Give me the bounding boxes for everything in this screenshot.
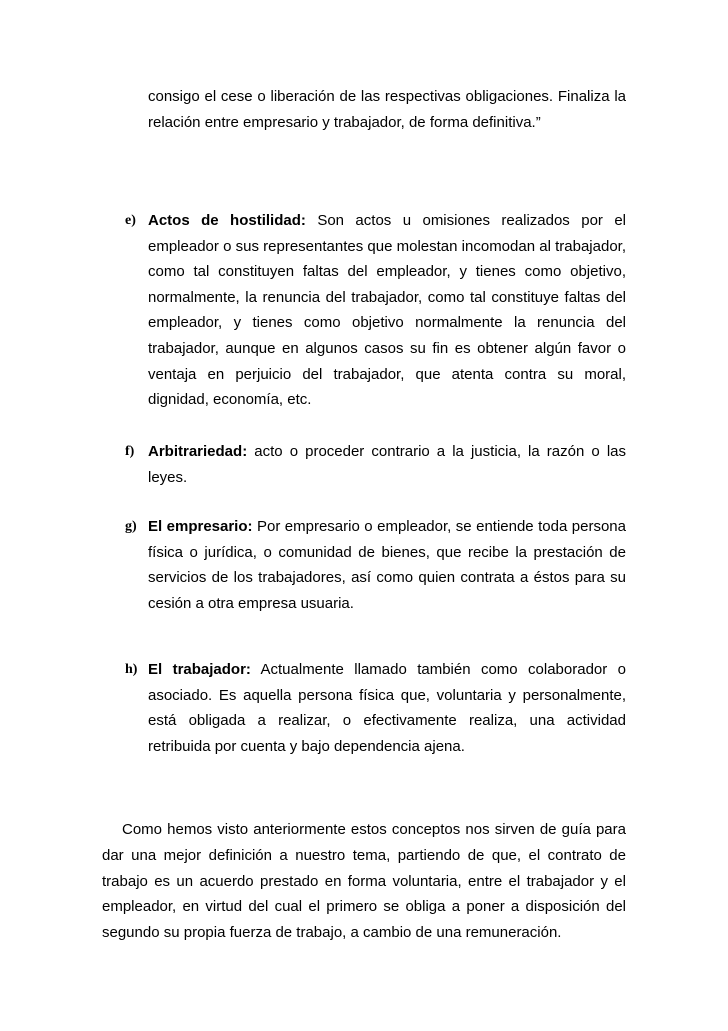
closing-text: Como hemos visto anteriormente estos conceptos nos sirven de guía para dar una mejor definición a nuestro tema, partiendo de que, el contrato de trabajo es un acuerdo prestado en forma voluntaria, entre el trabajador y el empleador, en virtud del cual el primero se obliga a poner a disposición del segundo su propia fuerza de trabajo, a cambio de una remuneración. xyxy=(102,821,626,942)
item-term: El trabajador: xyxy=(148,661,251,678)
item-term: El empresario: xyxy=(148,518,253,535)
closing-paragraph xyxy=(102,817,626,946)
item-text: Actualmente llamado también como colaborador o asociado. Es aquella persona física que, voluntaria y personalmente, está obligada a realizar, o efectivamente realiza, una actividad retribuida por cuenta y bajo dependencia ajena. xyxy=(148,661,627,755)
item-paragraph xyxy=(148,657,626,759)
item-marker: f) xyxy=(125,444,135,459)
item-marker: g) xyxy=(125,519,137,534)
item-term: Actos de hostilidad: xyxy=(148,212,306,229)
item-text: acto o proceder contrario a la justicia, la razón o las leyes. xyxy=(148,443,626,486)
item-paragraph xyxy=(148,208,626,413)
item-marker: e) xyxy=(125,213,136,228)
item-paragraph xyxy=(148,439,626,490)
item-marker: h) xyxy=(125,662,138,677)
item-text: Son actos u omisiones realizados por el empleador o sus representantes que molestan incomodan al trabajador, como tal constituyen faltas del empleador, y tienes como objetivo, normalmente, la renuncia del trabajador, como tal constituye faltas del empleador, y tienes como objetivo normalmente la renuncia del trabajador, aunque en algunos casos su fin es obtener algún favor o ventaja en perjuicio del trabajador, que atenta contra su moral, dignidad, economía, etc. xyxy=(148,212,627,409)
item-paragraph xyxy=(148,514,626,616)
item-text: Por empresario o empleador, se entiende toda persona física o jurídica, o comunidad de bienes, que recibe la prestación de servicios de los trabajadores, así como quien contrata a éstos para su cesión a otra empresa usuaria. xyxy=(148,518,626,612)
item-term: Arbitrariedad: xyxy=(148,443,248,460)
continuation-paragraph: consigo el cese o liberación de las respectivas obligaciones. Finaliza la relación entre empresario y trabajador, de forma definitiva.” xyxy=(148,88,626,131)
